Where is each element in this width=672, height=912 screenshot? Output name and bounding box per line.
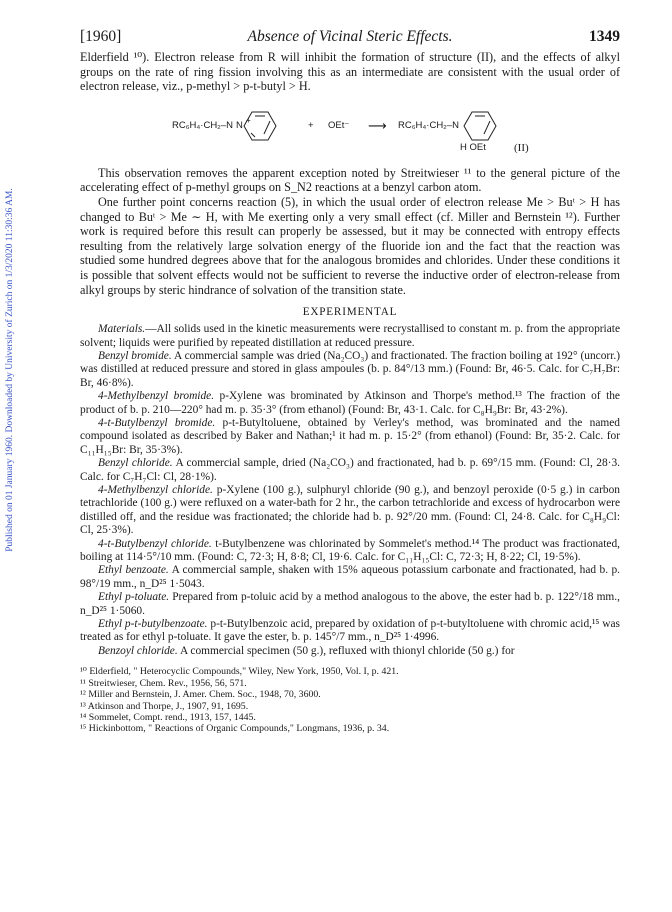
experimental-section [80,323,620,658]
footnote-12: ¹² Miller and Bernstein, J. Amer. Chem. Soc., 1948, 70, 3600. [80,689,321,701]
reaction-scheme [80,98,620,158]
paragraph-observation: This observation removes the apparent exception noted by Streitwieser ¹¹ to the general picture of the accelerating effect of p-methyl groups on S_N2 reactions at a benzyl carbon atom. [80,165,620,195]
exp-benzoyl-chloride-head: Benzoyl chloride. [98,644,178,657]
paragraph-reaction-5: One further point concerns reaction (5), in which the usual order of electron release Me > Buᵗ > H has changed to Buᵗ > Me ∼ H, with Me exerting only a very small effect (cf. Miller and Bernstein ¹²). Further work is required before this result can properly be assessed, but it may be connected with entropy effects resulting from the relatively large solvation energy of the fluoride ion and the fact that the reaction was studied some hundred degrees above that for the analogous bromides and chlorides. Under these conditions it is possible that solvent effects would not be sufficient to reverse the inductive order of electron-release from alkyl groups by steric hindrance of solvation of the transition state. [80,194,620,297]
header-title: Absence of Vicinal Steric Effects. [247,28,453,45]
exp-materials-head: Materials. [98,323,146,336]
exp-methylbenzyl-bromide-text: p-Xylene was brominated by Atkinson and Thorpe's method.¹³ The fraction of the product of b. p. 210—220° had m. p. 35·3° (from ethanol) (Found: Br, 43·1. Calc. for C₈H₉Br: Br, 43·2%). [80,390,620,416]
exp-ethyl-benzoate-text: A commercial sample, shaken with 15% aqueous potassium carbonate and fractionated, had b. p. 98°/19 mm., n_D²⁵ 1·5043. [80,564,620,590]
exp-ethyl-benzoate [80,564,620,591]
scheme-plus-n: N [236,119,243,131]
exp-methylbenzyl-chloride-text: p-Xylene (100 g.), sulphuryl chloride (90 g.), and benzoyl peroxide (0·5 g.) in carbon tetrachloride (100 g.) were refluxed on a water-bath for 2 hr., the carbon tetrachloride and excess of hydrocarbon were distilled off, and the residue was fractionated; the chloride had b. p. 92°/20 mm. (Found: Cl, 24·8. Calc. for C₈H₉Cl: Cl, 25·3%). [80,484,620,537]
paragraph-intro: Elderfield ¹⁰). Electron release from R will inhibit the formation of structure (II), and the effects of alkyl groups on the rate of ring fission involving this as an intermediate are consistent with the usual order of electron release, viz., p-methyl > p-t-butyl > H. [80,50,620,94]
exp-butylbenzyl-bromide-head: 4-t-Butylbenzyl bromide. [98,416,216,429]
download-watermark-text: Published on 01 January 1960. Downloaded by University of Zurich on 1/3/2020 11:30:36 AM. [5,188,15,552]
exp-benzoyl-chloride [80,645,620,658]
journal-page [80,28,620,735]
scheme-plus: + [308,119,314,131]
exp-benzoyl-chloride-text: A commercial specimen (50 g.), refluxed with thionyl chloride (50 g.) for [179,644,515,657]
exp-methylbenzyl-chloride-head: 4-Methylbenzyl chloride. [98,484,213,496]
exp-materials-text: —All solids used in the kinetic measurements were recrystallised to constant m. p. from the appropriate solvent; liquids were purified by repeated distillation at reduced pressure. [80,323,620,349]
exp-ethyl-benzoate-head: Ethyl benzoate. [98,564,169,577]
exp-benzyl-bromide-head: Benzyl bromide. [98,349,172,362]
exp-ethyl-butylbenzoate [80,618,620,645]
exp-methylbenzyl-bromide-head: 4-Methylbenzyl bromide. [98,390,215,403]
exp-methylbenzyl-bromide [80,390,620,417]
footnote-14: ¹⁴ Sommelet, Compt. rend., 1913, 157, 1445. [80,711,256,723]
scheme-reactant: RC₆H₄·CH₂–N [172,119,234,131]
exp-ethyl-toluate [80,591,620,618]
exp-ethyl-butylbenzoate-head: Ethyl p-t-butylbenzoate. [98,618,208,631]
exp-benzyl-chloride [80,457,620,484]
exp-ethyl-toluate-head: Ethyl p-toluate. [98,591,170,604]
exp-butylbenzyl-chloride-head: 4-t-Butylbenzyl chloride. [98,537,212,550]
scheme-product: RC₆H₄·CH₂–N [398,119,460,131]
exp-butylbenzyl-bromide [80,417,620,457]
scheme-charge: + [246,115,251,125]
exp-ethyl-toluate-text: Prepared from p-toluic acid by a method analogous to the above, the ester had b. p. 122°/18 mm., n_D²⁵ 1·5060. [80,591,620,617]
exp-butylbenzyl-chloride-text: t-Butylbenzene was chlorinated by Sommelet's method.¹⁴ The product was fractionated, boiling at 114·5°/10 mm. (Found: C, 72·3; H, 8·8; Cl, 19·6. Calc. for C₁₁H₁₅Cl: C, 72·3; H, 8·22; Cl, 19·5%). [80,537,620,564]
exp-butylbenzyl-bromide-text: p-t-Butyltoluene, obtained by Verley's method, was brominated and the named compound isolated as described by Baker and Nathan;¹ it had m. p. 15·2° (from ethanol) (Found: Br, 35·2. Calc. for C₁₁H₁₅Br: Br, 35·3%). [80,416,620,456]
download-watermark [2,100,18,640]
scheme-h-oet: H OEt [460,141,486,153]
footnote-10: ¹⁰ Elderfield, " Heterocyclic Compounds," Wiley, New York, 1950, Vol. I, p. 421. [80,666,399,678]
section-title-experimental: EXPERIMENTAL [302,306,398,319]
scheme-label: (II) [514,141,529,154]
exp-methylbenzyl-chloride [80,484,620,538]
footnote-13: ¹³ Atkinson and Thorpe, J., 1907, 91, 1695. [80,700,249,712]
footnote-15: ¹⁵ Hickinbottom, " Reactions of Organic Compounds," Longmans, 1936, p. 34. [80,723,390,735]
running-header [80,28,620,50]
header-year: [1960] [80,28,122,45]
page-number: 1349 [589,28,620,45]
exp-butylbenzyl-chloride [80,538,620,565]
exp-benzyl-bromide [80,350,620,390]
exp-ethyl-butylbenzoate-text: p-t-Butylbenzoic acid, prepared by oxidation of p-t-butyltoluene with chromic acid,¹⁵ was treated as for ethyl p-toluate. It gave the ester, b. p. 145°/7 mm., n_D²⁵ 1·4996. [80,618,620,644]
scheme-reagent: OEt⁻ [328,119,350,131]
exp-materials [80,323,620,350]
scheme-arrow: ⟶ [368,117,387,133]
exp-benzyl-chloride-text: A commercial sample, dried (Na₂CO₃) and fractionated, had b. p. 69°/15 mm. (Found: Cl, 28·3. Calc. for C₇H₇Cl: Cl, 28·1%). [80,457,620,483]
footnote-11: ¹¹ Streitwieser, Chem. Rev., 1956, 56, 571. [80,677,247,689]
footnotes [80,666,620,734]
exp-benzyl-bromide-text: A commercial sample was dried (Na₂CO₃) and fractionated. The fraction boiling at 192° (uncorr.) was distilled at reduced pressure and stored in glass ampoules (b. p. 84°/13 mm.) (Found: Br, 46·5. Calc. for C₇H₇Br: Br, 46·8%). [80,349,620,389]
exp-benzyl-chloride-head: Benzyl chloride. [98,457,173,470]
